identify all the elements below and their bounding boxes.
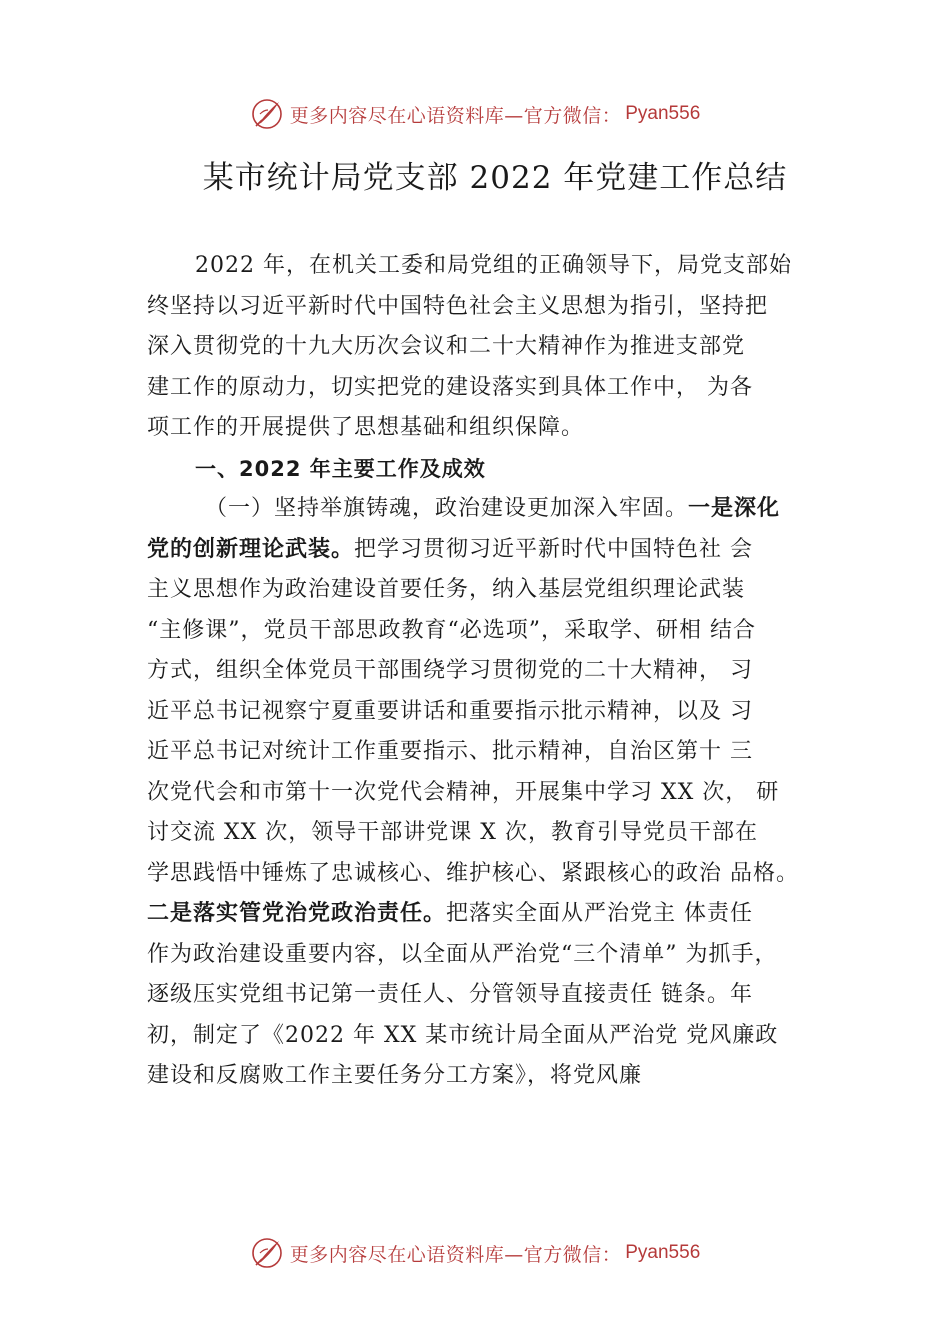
bold-lead: 一是深化 <box>688 496 781 521</box>
watermark-wechat-id: Pyan556 <box>625 1242 701 1263</box>
paragraph-line: 项工作的开展提供了思想基础和组织保障。 <box>147 415 585 440</box>
bold-lead: 二是落实管党治党政治责任。 <box>147 901 447 926</box>
watermark-wechat-id: Pyan556 <box>625 103 701 124</box>
paragraph-line: 讨交流 XX 次，领导干部讲党课 X 次，教育引导党员干部在 <box>147 820 758 845</box>
paragraph-text: 把学习贯彻习近平新时代中国特色社 会 <box>354 536 754 562</box>
paragraph-line <box>147 894 847 935</box>
subsection-heading: （一）坚持举旗铸魂，政治建设更加深入牢固。 <box>205 496 689 521</box>
document-body <box>147 246 847 1097</box>
watermark-text: 更多内容尽在心语资料库—官方微信： <box>289 104 622 127</box>
paragraph-line: 深入贯彻党的十九大历次会议和二十大精神作为推进支部党 <box>147 334 746 359</box>
paragraph-line: 建工作的原动力，切实把党的建设落实到具体工作中， 为各 <box>147 374 753 400</box>
paragraph-line: 近平总书记对统计工作重要指示、批示精神，自治区第十 三 <box>147 739 753 764</box>
document-title: 某市统计局党支部 2022 年党建工作总结 <box>202 160 788 196</box>
paragraph-line: “主修课”，党员干部思政教育“必选项”，采取学、研相 结合 <box>147 617 756 643</box>
paragraph-line: 终坚持以习近平新时代中国特色社会主义思想为指引，坚持把 <box>147 293 769 319</box>
paragraph-line: 主义思想作为政治建设首要任务，纳入基层党组织理论武装 <box>147 577 746 602</box>
watermark-text: 更多内容尽在心语资料库—官方微信： <box>289 1243 622 1266</box>
paragraph-line: 近平总书记视察宁夏重要讲话和重要指示批示精神，以及 习 <box>147 698 753 724</box>
paragraph-line: 次党代会和市第十一次党代会精神，开展集中学习 XX 次， 研 <box>147 779 780 805</box>
paragraph-line: 作为政治建设重要内容，以全面从严治党“三个清单” 为抓手， <box>147 941 778 967</box>
paragraph-line: 建设和反腐败工作主要任务分工方案》，将党风廉 <box>147 1063 643 1088</box>
bold-lead: 党的创新理论武装。 <box>147 536 355 562</box>
watermark-footer <box>0 1233 950 1273</box>
paragraph-line <box>147 489 847 530</box>
paragraph-line: 2022 年，在机关工委和局党组的正确领导下，局党支部始 <box>195 253 792 278</box>
paragraph-line: 方式，组织全体党员干部围绕学习贯彻党的二十大精神， 习 <box>147 658 753 683</box>
paragraph-text: 把落实全面从严治党主 体责任 <box>446 901 754 926</box>
quill-pen-icon <box>250 1236 284 1270</box>
paragraph-line: 初，制定了《2022 年 XX 某市统计局全面从严治党 党风廉政 <box>147 1022 779 1048</box>
paragraph-line: 学思践悟中锤炼了忠诚核心、维护核心、紧跟核心的政治 品格。 <box>147 860 799 886</box>
quill-pen-icon <box>250 97 284 131</box>
paragraph-line <box>147 530 847 571</box>
paragraph-line: 逐级压实党组书记第一责任人、分管领导直接责任 链条。年 <box>147 982 753 1007</box>
section-heading: 一、2022 年主要工作及成效 <box>195 456 486 481</box>
watermark-header <box>0 94 950 134</box>
